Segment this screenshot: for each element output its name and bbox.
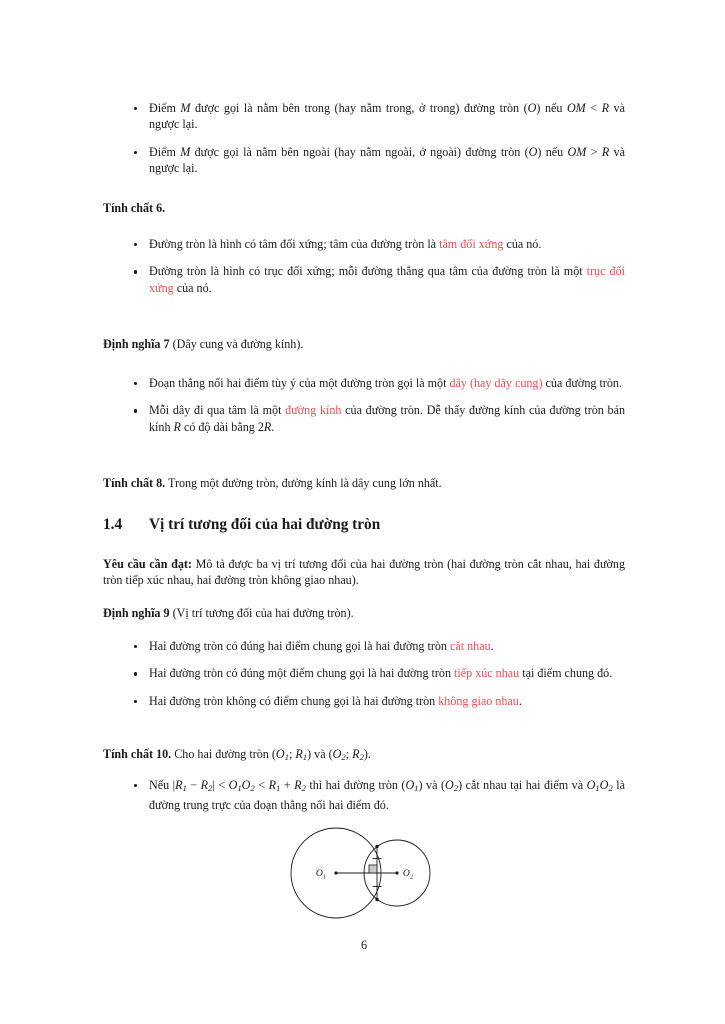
bullet-list-symmetry <box>103 236 625 296</box>
list-item <box>131 402 625 435</box>
intersection-point-top <box>375 845 378 848</box>
tinh-chat-6-heading <box>103 200 625 216</box>
rich-text: Hai đường tròn không có điểm chung gọi là hai đường tròn không giao nhau. <box>149 693 522 708</box>
tinh-chat-10-paragraph <box>103 746 625 766</box>
list-item <box>131 638 625 654</box>
dinh-nghia-9-subtitle: (Vị trí tương đối của hai đường tròn). <box>169 606 354 620</box>
left-center-dot <box>334 871 337 874</box>
list-item <box>131 236 625 252</box>
section-heading-1-4 <box>103 515 625 535</box>
dinh-nghia-7-label: Định nghĩa 7 <box>103 337 170 351</box>
tinh-chat-8-text: Trong một đường tròn, đường kính là dây cung lớn nhất. <box>165 476 442 490</box>
bullet-list-chord-diameter <box>103 375 625 435</box>
tinh-chat-6-label: Tính chất 6. <box>103 201 166 215</box>
circles-svg <box>277 826 452 924</box>
dinh-nghia-9-label: Định nghĩa 9 <box>103 606 170 620</box>
rich-text: Đoạn thẳng nối hai điểm tùy ý của một đường tròn gọi là một dây (hay dây cung) của đường tròn. <box>149 376 622 390</box>
list-item <box>131 100 625 133</box>
yeu-cau-can-dat-paragraph <box>103 556 625 589</box>
list-item <box>131 693 625 709</box>
right-angle-marker <box>369 865 377 873</box>
list-item <box>131 777 625 813</box>
list-item <box>131 263 625 296</box>
tinh-chat-8-label: Tính chất 8. <box>103 476 166 490</box>
dinh-nghia-9-heading <box>103 605 625 621</box>
list-item <box>131 144 625 177</box>
list-item <box>131 665 625 681</box>
figure-container <box>103 826 625 929</box>
bullet-list-point-position <box>103 100 625 177</box>
right-center-dot <box>395 871 398 874</box>
rich-text: Điểm M được gọi là nằm bên ngoài (hay nằm ngoài, ở ngoài) đường tròn (O) nếu OM > R và ngược lại. <box>149 144 625 176</box>
left-center-label: $O_1$ <box>315 868 326 881</box>
rich-text: Điểm M được gọi là nằm bên trong (hay nằm trong, ở trong) đường tròn (O) nếu OM < R và ngược lại. <box>149 101 625 132</box>
dinh-nghia-7-subtitle: (Dây cung và đường kính). <box>169 337 304 351</box>
two-intersecting-circles-diagram <box>277 826 452 924</box>
page-number-value: 6 <box>360 938 368 952</box>
rich-text: Mỗi dây đi qua tâm là một đường kính của đường tròn. Dễ thấy đường kính của đường tròn bán kính R có độ dài bằng 2R. <box>149 403 625 434</box>
document-page <box>103 0 625 1024</box>
page-number <box>103 938 625 953</box>
intersection-point-bottom <box>375 898 378 901</box>
rich-text: Nếu $|R_1 - R_2| < O_1O_2 < R_1 + R_2$ thì hai đường tròn $(O_1)$ và $(O_2)$ cắt nhau tại hai điểm và $O_1O_2$ là đường trung trực của đoạn thẳng nối hai điểm đó. <box>149 778 625 812</box>
page-title: Vị trí tương đối của hai đường tròn <box>149 516 381 533</box>
list-item <box>131 375 625 391</box>
tinh-chat-10-label: Tính chất 10. <box>103 747 172 761</box>
tinh-chat-8-paragraph <box>103 475 625 491</box>
rich-text: Hai đường tròn có đúng một điểm chung gọi là hai đường tròn tiếp xúc nhau tại điểm chung đó. <box>149 666 613 681</box>
bullet-list-intersect-condition <box>103 777 625 813</box>
rich-text: Đường tròn là hình có tâm đối xứng; tâm của đường tròn là tâm đối xứng của nó. <box>149 237 542 251</box>
rich-text: Đường tròn là hình có trục đối xứng; mỗi đường thẳng qua tâm của đường tròn là một trục đối xứng của nó. <box>149 264 625 295</box>
dinh-nghia-7-heading <box>103 336 625 352</box>
section-number: 1.4 <box>103 516 123 533</box>
bullet-list-relative-positions <box>103 638 625 709</box>
rich-text: Cho hai đường tròn ($O_1$; $R_1$) và ($O_2$; $R_2$). <box>171 747 371 763</box>
yeu-cau-label: Yêu cầu cần đạt: <box>103 557 192 571</box>
rich-text: Hai đường tròn có đúng hai điểm chung gọi là hai đường tròn cắt nhau. <box>149 639 494 653</box>
right-center-label: $O_2$ <box>402 868 413 881</box>
yeu-cau-text: Mô tả được ba vị trí tương đối của hai đường tròn (hai đường tròn cắt nhau, hai đường tròn tiếp xúc nhau, hai đường tròn không giao nhau). <box>103 557 625 588</box>
